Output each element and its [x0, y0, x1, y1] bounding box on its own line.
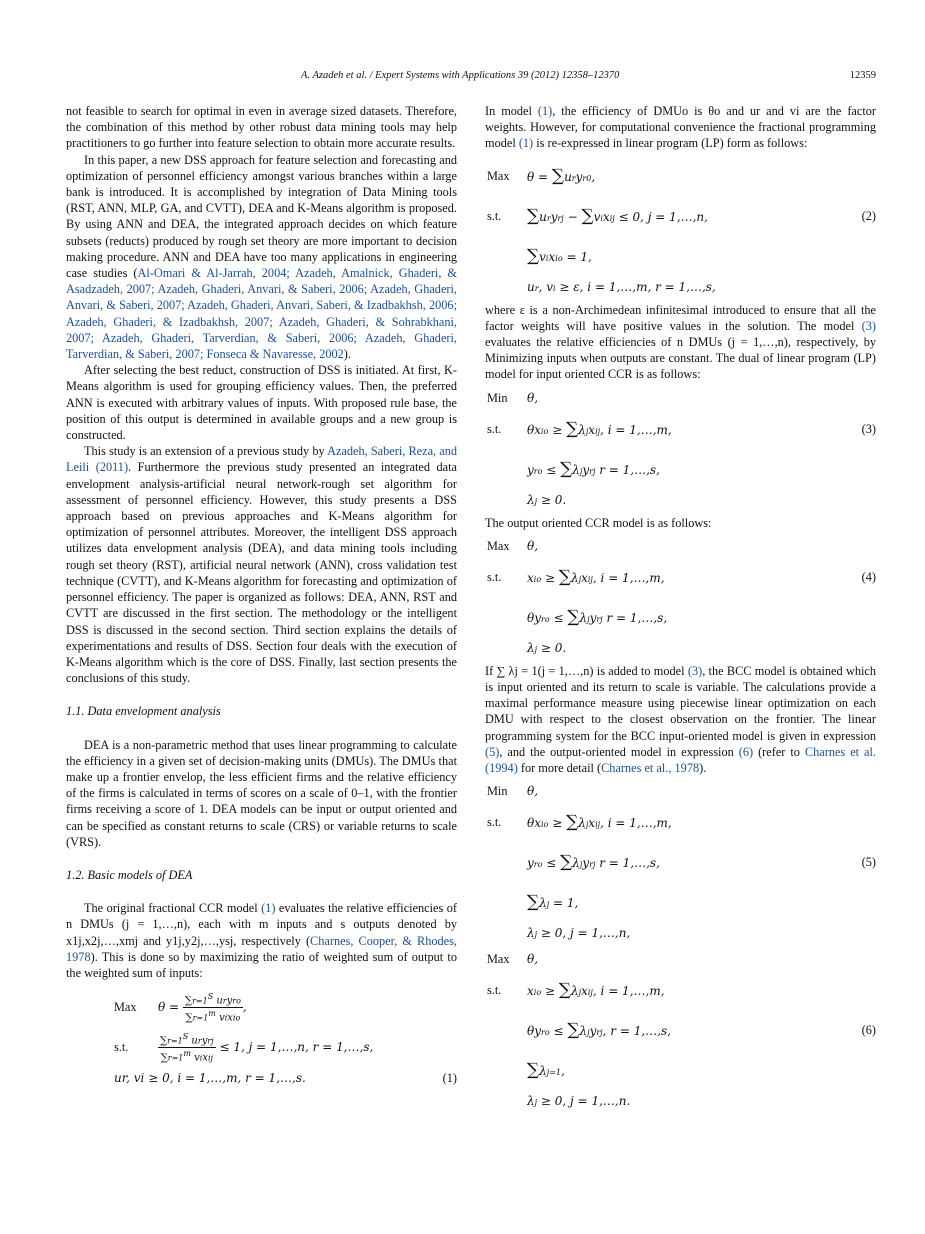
paragraph: After selecting the best reduct, construction of DSS is initiated. At first, K-Means algorithm is used for grouping efficiency values. Then, the preferred ANN is executed with arbitrary values of inputs. With proposed rule base, the position of this output is determined in available groups and a new group is constructed. [66, 363, 457, 443]
left-column [66, 103, 457, 1093]
equation-4: Max θ, s.t. xio ≥ ∑λjxij, i = 1,…,m, (4) θyro ≤ ∑λjyrj r = 1,…,s, λj ≥ 0. [487, 538, 876, 655]
citation-link[interactable]: Charnes et al., 1978 [601, 761, 700, 776]
page-number: 12359 [849, 70, 876, 81]
equation-1: Max θ = $\frac{\sum r=1^S uryro}{\sum r=1^m vixio}$ , s.t. $\frac{\sum r=1^S uryrj}{\sum r=1^m vixij}$ ≤ 1, j = 1,…,n, r = 1,…,s, ur, vi ≥ 0, i = 1,…,m, r = 1,…,s. (1) [72, 987, 457, 1089]
citation-link[interactable]: Charnes, Cooper, & Rhodes, 1978 [66, 933, 457, 964]
equation-number: (2) [861, 208, 876, 223]
equation-link[interactable]: (1) [518, 136, 534, 151]
paragraph: The output oriented CCR model is as follows: [485, 515, 712, 530]
right-column [485, 103, 876, 1116]
equation-link[interactable]: (3) [687, 663, 703, 678]
equation-link[interactable]: (1) [537, 104, 553, 118]
equation-6: Max θ, s.t. xio ≥ ∑λjxij, i = 1,…,m, θyro ≤ ∑λjyrj, r = 1,…,s, (6) ∑λj=1, λj ≥ 0, j = 1,…,n. [487, 952, 876, 1109]
paragraph: This study is an extension of a previous study by Azadeh, Saberi, Reza, and Leili (2011). Furthermore the previous study presented an integrated data envelopment analysis-artificial neural network-rough set algorithm for assessment of personnel efficiency. However, this study presents a DSS approach based on previous approaches and K-Means algorithm for optimization of personnel attributes. Moreover, the intelligent DSS approach utilizes data envelopment analysis (DEA), and data mining tools including rough set theory (RST), artificial neural network (ANN), cross validation test technique (CVTT), and K-Means algorithm for forecasting and optimization of personnel efficiency. The paper is organized as follows: DEA, ANN, RST and CVTT are discussed in the first section. The methodology or the intelligent DSS is discussed in the second section. Third section explains the details of experimentations and results of DSS. Section four deals with the execution of K-Means algorithm which is the core of DSS. Finally, last section presents the conclusions of this study. [66, 444, 457, 686]
paragraph: The original fractional CCR model (1) evaluates the relative efficiencies of n DMUs (j = 1,…,n), each with m inputs and s outputs denoted by x1j,x2j,…,xmj and y1j,y2j,…,ysj, respectively (Charnes, Cooper, & Rhodes, 1978). This is done so by maximizing the ratio of weighted sum of output to the weighted sum of inputs: [66, 901, 457, 980]
section-heading: 1.2. Basic models of DEA [66, 867, 193, 882]
paragraph: In model (1), the efficiency of DMUo is θo and ur and vi are the factor weights. However, for computational convenience the fractional programming model (1) is re-expressed in linear program (LP) form as follows: [485, 104, 876, 151]
paragraph: where ε is a non-Archimedean infinitesimal introduced to ensure that all the factor weights will have positive values in the solution. The model (3) evaluates the relative efficiencies of n DMUs (j = 1,…,n), respectively, by Minimizing inputs when outputs are constant. The dual of linear program (LP) model for input oriented CCR is as follows: [485, 302, 876, 382]
section-heading: 1.1. Data envelopment analysis [66, 704, 221, 719]
equation-link[interactable]: (6) [738, 744, 754, 759]
journal-citation: A. Azadeh et al. / Expert Systems with Applications 39 (2012) 12358–12370 [301, 70, 620, 81]
equation-link[interactable]: (3) [861, 318, 876, 333]
equation-2: Max θ = ∑uryr0, s.t. ∑uryrj − ∑vixij ≤ 0, j = 1,…,n, (2) ∑vixio = 1, ur, vi ≥ ε, i = 1,…,m, r = 1,…,s, [487, 165, 876, 294]
equation-link[interactable]: (1) [261, 901, 276, 916]
equation-number: (1) [442, 1071, 457, 1086]
paragraph: In this paper, a new DSS approach for feature selection and forecasting and optimization of personnel efficiency amongst various branches within a large bank is introduced. It is accomplished by integration of Data Mining tools (RST, ANN, MLP, GA, and CVTT), DEA and K-Means algorithm is proposed. By using ANN and DEA, the integrated approach decides on which feature subsets (reducts) produced by rough set theory are more important to decision making procedure. ANN and DEA have too many applications in engineering case studies (Al-Omari & Al-Jarrah, 2004; Azadeh, Amalnick, Ghaderi, & Asadzadeh, 2007; Azadeh, Ghaderi, Anvari, & Saberi, 2006; Azadeh, Ghaderi, Anvari, & Saberi, 2007; Azadeh, Ghaderi, Anvari, Saberi, & Izadbakhsh, 2006; Azadeh, Ghaderi, & Izadbakhsh, 2007; Azadeh, Ghaderi, & Sohrabkhani, 2007; Azadeh, Ghaderi, Tarverdian, & Saberi, 2006; Azadeh, Ghaderi, Tarverdian, & Saberi, 2007; Fonseca & Navaresse, 2002). [66, 152, 457, 362]
paragraph: DEA is a non-parametric method that uses linear programming to calculate the efficiency in a given set of decision-making units (DMUs). The DMUs that make up a frontier envelop, the less efficient firms and the relative efficiency of the firms is calculated in terms of scores on a scale of 0–1, with the frontier firms receiving a score of 1. DEA models can be input or output oriented and can be specified as constant returns to scale (CRS) or variable returns to scale (VRS). [66, 737, 457, 849]
citation-link[interactable]: Al-Omari & Al-Jarrah, 2004; Azadeh, Amalnick, Ghaderi, & Asadzadeh, 2007; Azadeh, Ghaderi, Anvari, & Saberi, 2006; Azadeh, Ghaderi, Anvari, & Saberi, 2007; Azadeh, Ghaderi, Anvari, Saberi, & Izadbakhsh, 2006; Azadeh, Ghaderi, & Izadbakhsh, 2007; Azadeh, Ghaderi, & Sohrabkhani, 2007; Azadeh, Ghaderi, Tarverdian, & Saberi, 2006; Azadeh, Ghaderi, Tarverdian, & Saberi, 2007; Fonseca & Navaresse, 2002 [66, 266, 457, 362]
equation-link[interactable]: (5) [485, 744, 500, 759]
equation-number: (3) [861, 421, 876, 436]
equation-5: Min θ, s.t. θxio ≥ ∑λjxij, i = 1,…,m, yro ≤ ∑λjyrj r = 1,…,s, (5) ∑λj = 1, λj ≥ 0, j = 1,…,n, [487, 784, 876, 941]
citation-link[interactable]: Azadeh, Saberi, Reza, and Leili (2011) [66, 444, 457, 475]
equation-3: Min θ, s.t. θxio ≥ ∑λjxij, i = 1,…,m, (3) yro ≤ ∑λjyrj r = 1,…,s, λj ≥ 0. [487, 390, 876, 507]
paragraph: not feasible to search for optimal in even in average sized datasets. Therefore, the combination of this method by other robust data mining tools may help practitioners to go further into feature selection to obtain more accurate results. [66, 104, 457, 151]
running-header [66, 70, 876, 86]
equation-number: (4) [861, 569, 876, 584]
paragraph: If ∑ λj = 1(j = 1,…,n) is added to model (3), the BCC model is obtained which is input oriented and its return to scale is variable. The calculations provide a maximal performance measure using piecewise linear optimization on each DMU with respect to the closest observation on the frontier. The linear programming system for the BCC input-oriented model is given in expression (5), and the output-oriented model in expression (6) (refer to Charnes et al. (1994) for more detail (Charnes et al., 1978). [485, 663, 877, 776]
equation-number: (5) [861, 855, 876, 870]
citation-link[interactable]: Charnes et al. (1994) [485, 744, 876, 776]
equation-number: (6) [861, 1023, 876, 1038]
